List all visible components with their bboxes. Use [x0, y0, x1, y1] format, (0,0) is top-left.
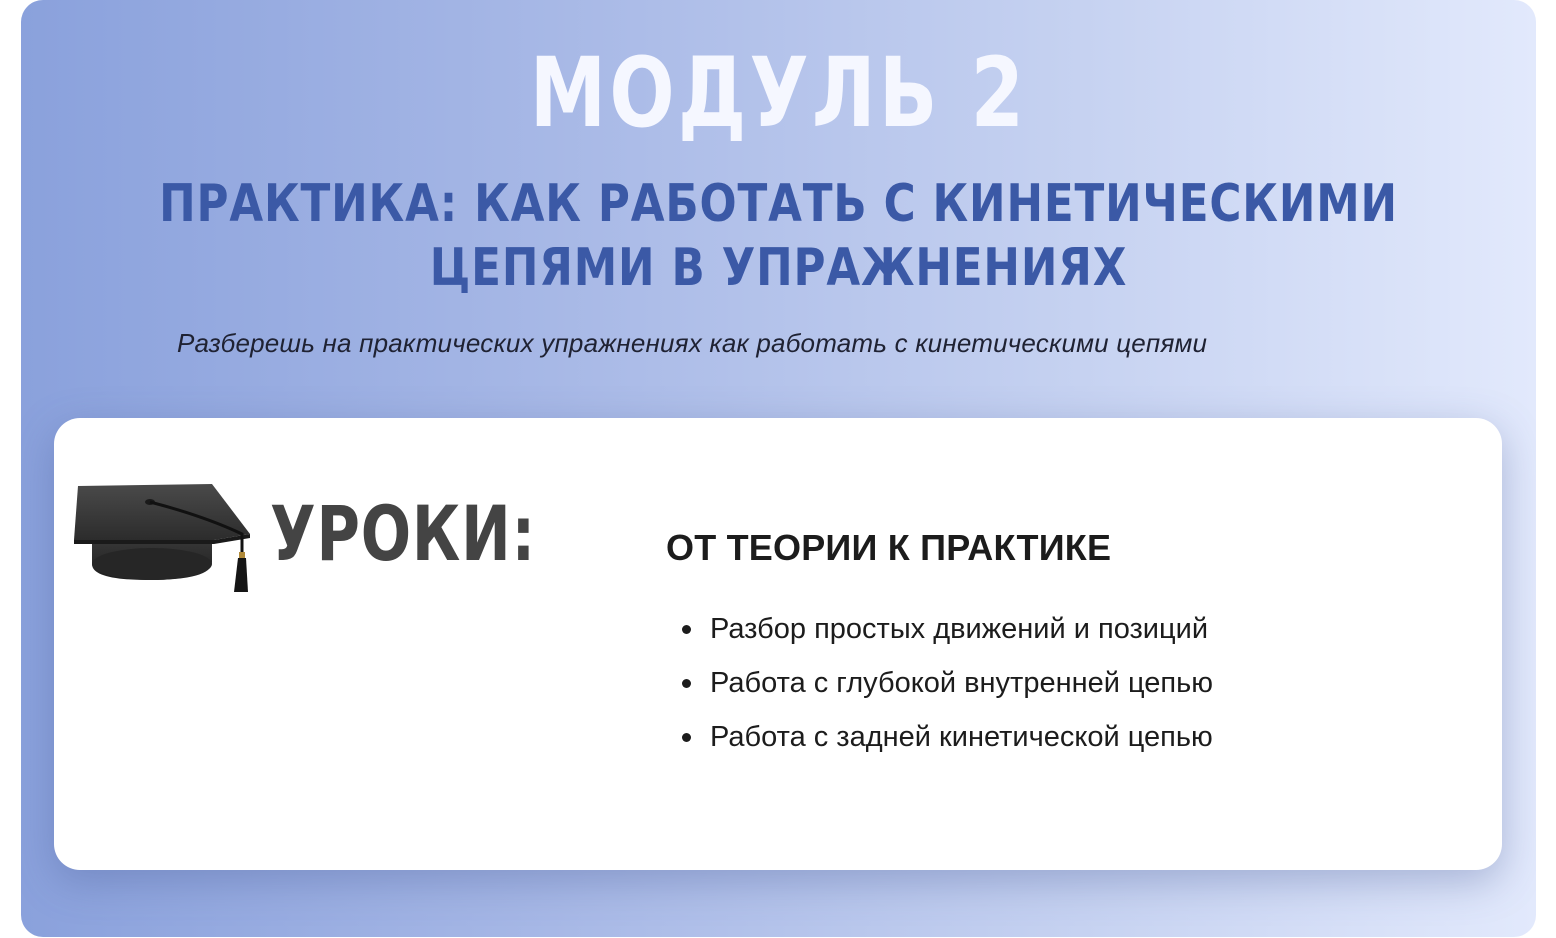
module-title: МОДУЛЬ 2: [529, 37, 1028, 149]
graduation-cap-icon: [74, 480, 252, 594]
module-subtitle-line-2: ЦЕПЯМИ В УПРАЖНЕНИЯХ: [429, 238, 1128, 298]
bullet-icon: [682, 679, 691, 688]
lessons-heading: УРОКИ:: [270, 489, 537, 578]
lesson-list: [666, 602, 1213, 764]
module-description: Разберешь на практических упражнениях как работать с кинетическими цепями: [177, 328, 1208, 358]
module-subtitle: [142, 172, 1415, 300]
lesson-item: [666, 602, 1213, 656]
bullet-icon: [682, 733, 691, 742]
bullet-icon: [682, 625, 691, 634]
lesson-item-label: Разбор простых движений и позиций: [710, 613, 1209, 645]
module-card: [21, 0, 1536, 937]
section-title: ОТ ТЕОРИИ К ПРАКТИКЕ: [666, 527, 1112, 568]
lesson-item-label: Работа с глубокой внутренней цепью: [710, 667, 1213, 699]
lesson-item: [666, 656, 1213, 710]
lesson-item-label: Работа с задней кинетической цепью: [710, 721, 1213, 753]
lessons-panel: [54, 418, 1502, 870]
lesson-item: [666, 710, 1213, 764]
module-subtitle-line-1: ПРАКТИКА: КАК РАБОТАТЬ С КИНЕТИЧЕСКИМИ: [159, 174, 1398, 234]
